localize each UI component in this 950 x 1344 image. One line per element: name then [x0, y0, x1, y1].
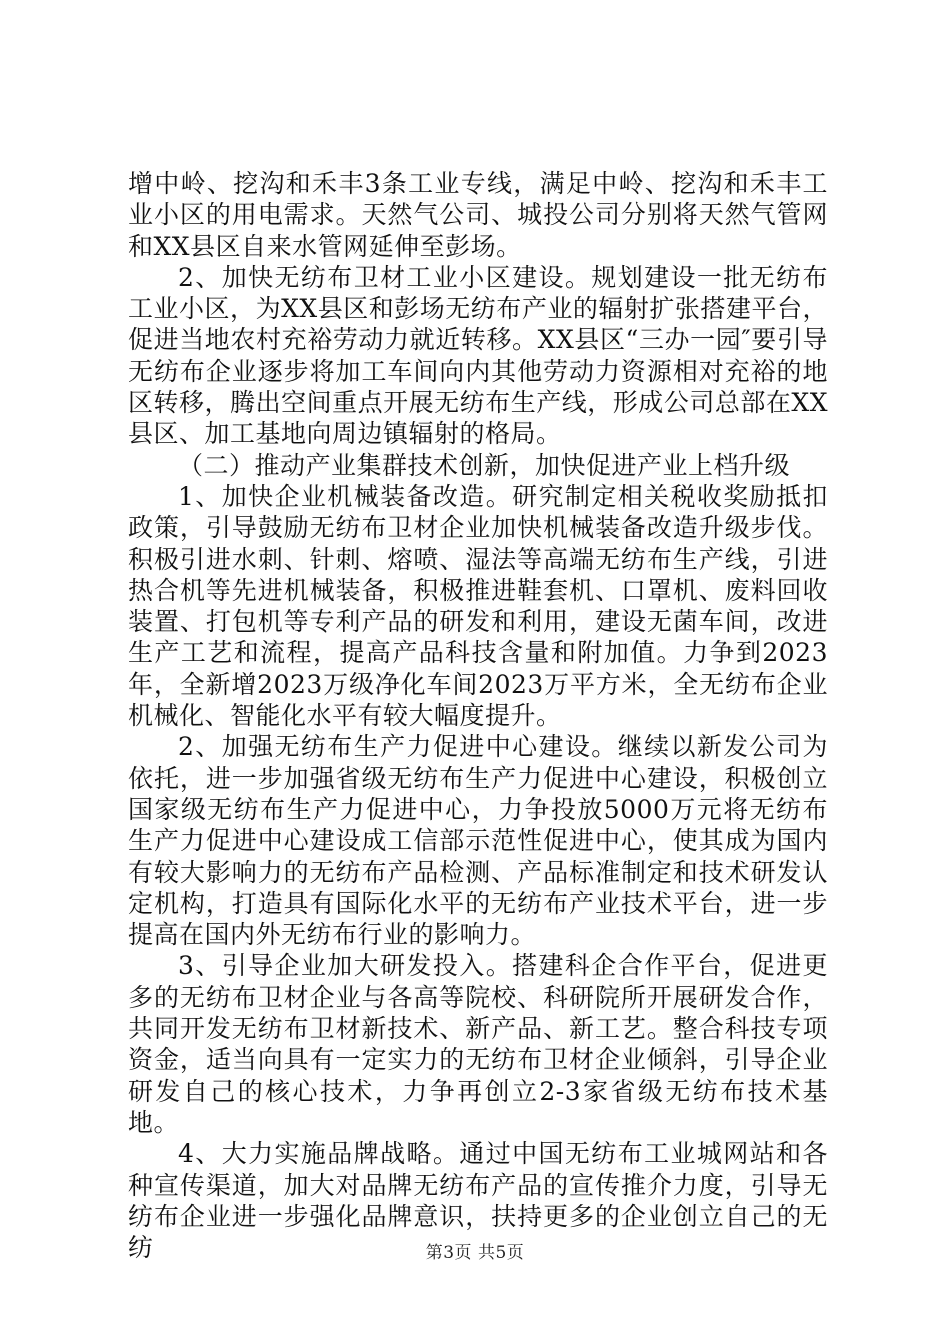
paragraph-item-3: 3、引导企业加大研发投入。搭建科企合作平台，促进更多的无纺布卫材企业与各高等院校、科研院所开展研发合作，共同开发无纺布卫材新技术、新产品、新工艺。整合科技专项资金，适当向具有一定实力的无纺布卫材企业倾斜，引导企业研发自己的核心技术，力争再创立2-3家省级无纺布技术基地。 [128, 951, 828, 1137]
page-footer: 第3页 共5页 [425, 1243, 525, 1263]
document-body [128, 168, 828, 1263]
paragraph-item-2: 2、加快无纺布卫材工业小区建设。规划建设一批无纺布工业小区，为XX县区和彭场无纺布产业的辐射扩张搭建平台，促进当地农村充裕劳动力就近转移。XX县区“三办一园″要引导无纺布企业逐步将加工车间向内其他劳动力资源相对充裕的地区转移，腾出空间重点开展无纺布生产线，形成公司总部在XX县区、加工基地向周边镇辐射的格局。 [128, 262, 828, 449]
paragraph-continuation: 增中岭、挖沟和禾丰3条工业专线，满足中岭、挖沟和禾丰工业小区的用电需求。天然气公司、城投公司分别将天然气管网和XX县区自来水管网延伸至彭场。 [128, 169, 828, 261]
paragraph-item-1: 1、加快企业机械装备改造。研究制定相关税收奖励抵扣政策，引导鼓励无纺布卫材企业加快机械装备改造升级步伐。积极引进水刺、针刺、熔喷、湿法等高端无纺布生产线，引进热合机等先进机械装备，积极推进鞋套机、口罩机、废料回收装置、打包机等专利产品的研发和利用，建设无菌车间，改进生产工艺和流程，提高产品科技含量和附加值。力争到2023年，全新增2023万级净化车间2023万平方米，全无纺布企业机械化、智能化水平有较大幅度提升。 [128, 481, 828, 731]
paragraph-item-2b: 2、加强无纺布生产力促进中心建设。继续以新发公司为依托，进一步加强省级无纺布生产力促进中心建设，积极创立国家级无纺布生产力促进中心，力争投放5000万元将无纺布生产力促进中心建设成工信部示范性促进中心，使其成为国内有较大影响力的无纺布产品检测、产品标准制定和技术研发认定机构，打造具有国际化水平的无纺布产业技术平台，进一步提高在国内外无纺布行业的影响力。 [128, 732, 828, 950]
paragraph-item-4: 4、大力实施品牌战略。通过中国无纺布工业城网站和各种宣传渠道，加大对品牌无纺布产品的宣传推介力度，引导无纺布企业进一步强化品牌意识，扶持更多的企业创立自己的无纺 [128, 1139, 828, 1263]
section-heading: （二）推动产业集群技术创新，加快促进产业上档升级 [178, 450, 791, 480]
